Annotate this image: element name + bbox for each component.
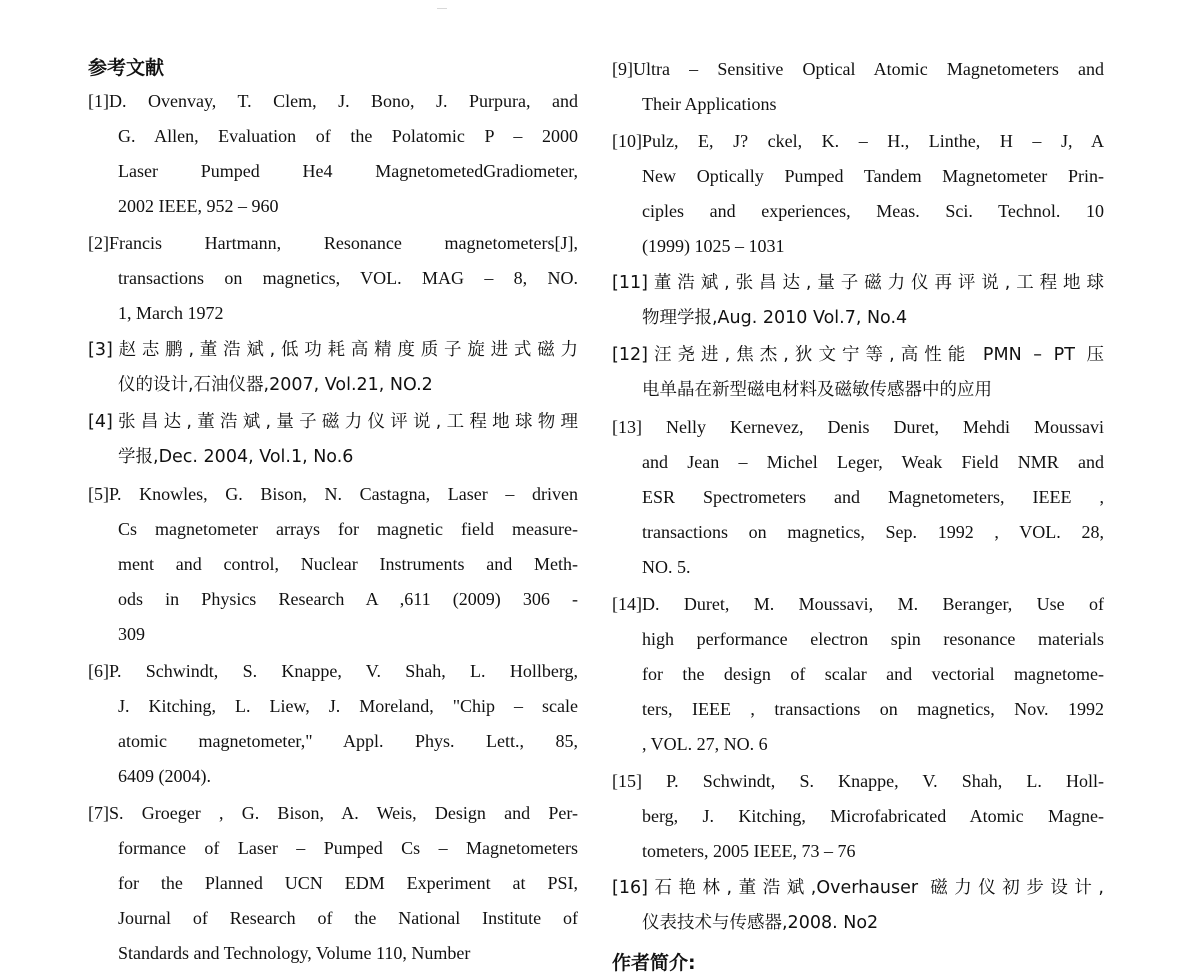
reference-entry-ref-2: [88, 226, 578, 331]
reference-line: 6409 (2004).: [118, 766, 211, 786]
reference-entry-ref-15: [612, 764, 1104, 869]
reference-line: Standards and Technology, Volume 110, Number: [118, 943, 471, 963]
left-column: [88, 52, 578, 973]
scan-mark: [437, 8, 447, 9]
right-reference-list: [612, 52, 1104, 941]
reference-entry-ref-9: [612, 52, 1104, 122]
reference-line: 学报,Dec. 2004, Vol.1, No.6: [118, 447, 354, 467]
reference-line: 物理学报,Aug. 2010 Vol.7, No.4: [642, 308, 908, 328]
reference-line: for the Planned UCN EDM Experiment at PSI,: [118, 873, 578, 893]
reference-line: [16]石艳林,董浩斌,Overhauser 磁力仪初步设计,: [612, 878, 1104, 898]
reference-line: formance of Laser – Pumped Cs – Magnetometers: [118, 838, 578, 858]
reference-line: for the design of scalar and vectorial magnetome-: [642, 664, 1104, 684]
reference-line: transactions on magnetics, VOL. MAG – 8, NO.: [118, 268, 578, 288]
reference-line: transactions on magnetics, Sep. 1992 , VOL. 28,: [642, 522, 1104, 542]
reference-line: Their Applications: [642, 94, 777, 114]
reference-line: [14]D. Duret, M. Moussavi, M. Beranger, Use of: [612, 594, 1104, 614]
reference-line: ters, IEEE , transactions on magnetics, Nov. 1992: [642, 699, 1104, 719]
reference-entry-ref-6: [88, 654, 578, 794]
reference-line: ESR Spectrometers and Magnetometers, IEEE ,: [642, 487, 1104, 507]
reference-line: NO. 5.: [642, 557, 691, 577]
reference-line: 仪表技术与传感器,2008. No2: [642, 913, 879, 933]
reference-line: [12]汪尧进,焦杰,狄文宁等,高性能 PMN – PT 压: [612, 345, 1104, 365]
reference-line: Journal of Research of the National Institute of: [118, 908, 578, 928]
reference-entry-ref-4: [88, 405, 578, 475]
reference-entry-ref-5: [88, 477, 578, 652]
reference-line: 2002 IEEE, 952 – 960: [118, 196, 279, 216]
reference-line: (1999) 1025 – 1031: [642, 236, 785, 256]
reference-line: high performance electron spin resonance materials: [642, 629, 1104, 649]
reference-line: 电单晶在新型磁电材料及磁敏传感器中的应用: [642, 380, 992, 400]
author-intro-heading: 作者简介:: [612, 952, 696, 974]
reference-entry-ref-10: [612, 124, 1104, 264]
reference-line: New Optically Pumped Tandem Magnetometer Prin-: [642, 166, 1104, 186]
reference-entry-ref-3: [88, 333, 578, 403]
reference-line: ods in Physics Research A ,611 (2009) 306 -: [118, 589, 578, 609]
reference-line: [13] Nelly Kernevez, Denis Duret, Mehdi Moussavi: [612, 417, 1104, 437]
reference-line: [6]P. Schwindt, S. Knappe, V. Shah, L. Hollberg,: [88, 661, 578, 681]
right-column: [612, 52, 1104, 979]
reference-line: [11]董浩斌,张昌达,量子磁力仪再评说,工程地球: [612, 273, 1104, 293]
reference-line: Cs magnetometer arrays for magnetic field measure-: [118, 519, 578, 539]
reference-line: [4]张昌达,董浩斌,量子磁力仪评说,工程地球物理: [88, 412, 578, 432]
reference-line: [15] P. Schwindt, S. Knappe, V. Shah, L. Holl-: [612, 771, 1104, 791]
reference-line: J. Kitching, L. Liew, J. Moreland, "Chip – scale: [118, 696, 578, 716]
reference-line: G. Allen, Evaluation of the Polatomic P – 2000: [118, 126, 578, 146]
reference-line: [1]D. Ovenvay, T. Clem, J. Bono, J. Purpura, and: [88, 91, 578, 111]
reference-line: [2]Francis Hartmann, Resonance magnetometers[J],: [88, 233, 578, 253]
reference-entry-ref-7: [88, 796, 578, 971]
reference-line: 1, March 1972: [118, 303, 224, 323]
reference-line: [10]Pulz, E, J? ckel, K. – H., Linthe, H – J, A: [612, 131, 1104, 151]
reference-line: berg, J. Kitching, Microfabricated Atomic Magne-: [642, 806, 1104, 826]
reference-line: [7]S. Groeger , G. Bison, A. Weis, Design and Per-: [88, 803, 578, 823]
left-reference-list: [88, 84, 578, 971]
reference-entry-ref-11: [612, 266, 1104, 336]
reference-line: [3]赵志鹏,董浩斌,低功耗高精度质子旋进式磁力: [88, 340, 578, 360]
reference-line: ment and control, Nuclear Instruments and Meth-: [118, 554, 578, 574]
reference-line: , VOL. 27, NO. 6: [642, 734, 768, 754]
reference-entry-ref-16: [612, 871, 1104, 941]
reference-line: Laser Pumped He4 MagnetometedGradiometer,: [118, 161, 578, 181]
reference-entry-ref-13: [612, 410, 1104, 585]
reference-entry-ref-14: [612, 587, 1104, 762]
reference-line: 309: [118, 624, 145, 644]
reference-line: 仪的设计,石油仪器,2007, Vol.21, NO.2: [118, 375, 433, 395]
reference-line: [9]Ultra – Sensitive Optical Atomic Magnetometers and: [612, 59, 1104, 79]
reference-line: ciples and experiences, Meas. Sci. Technol. 10: [642, 201, 1104, 221]
reference-entry-ref-12: [612, 338, 1104, 408]
reference-line: [5]P. Knowles, G. Bison, N. Castagna, Laser – driven: [88, 484, 578, 504]
reference-line: atomic magnetometer," Appl. Phys. Lett., 85,: [118, 731, 578, 751]
reference-line: and Jean – Michel Leger, Weak Field NMR and: [642, 452, 1104, 472]
references-heading: 参考文献: [88, 57, 165, 79]
reference-line: tometers, 2005 IEEE, 73 – 76: [642, 841, 856, 861]
reference-entry-ref-1: [88, 84, 578, 224]
